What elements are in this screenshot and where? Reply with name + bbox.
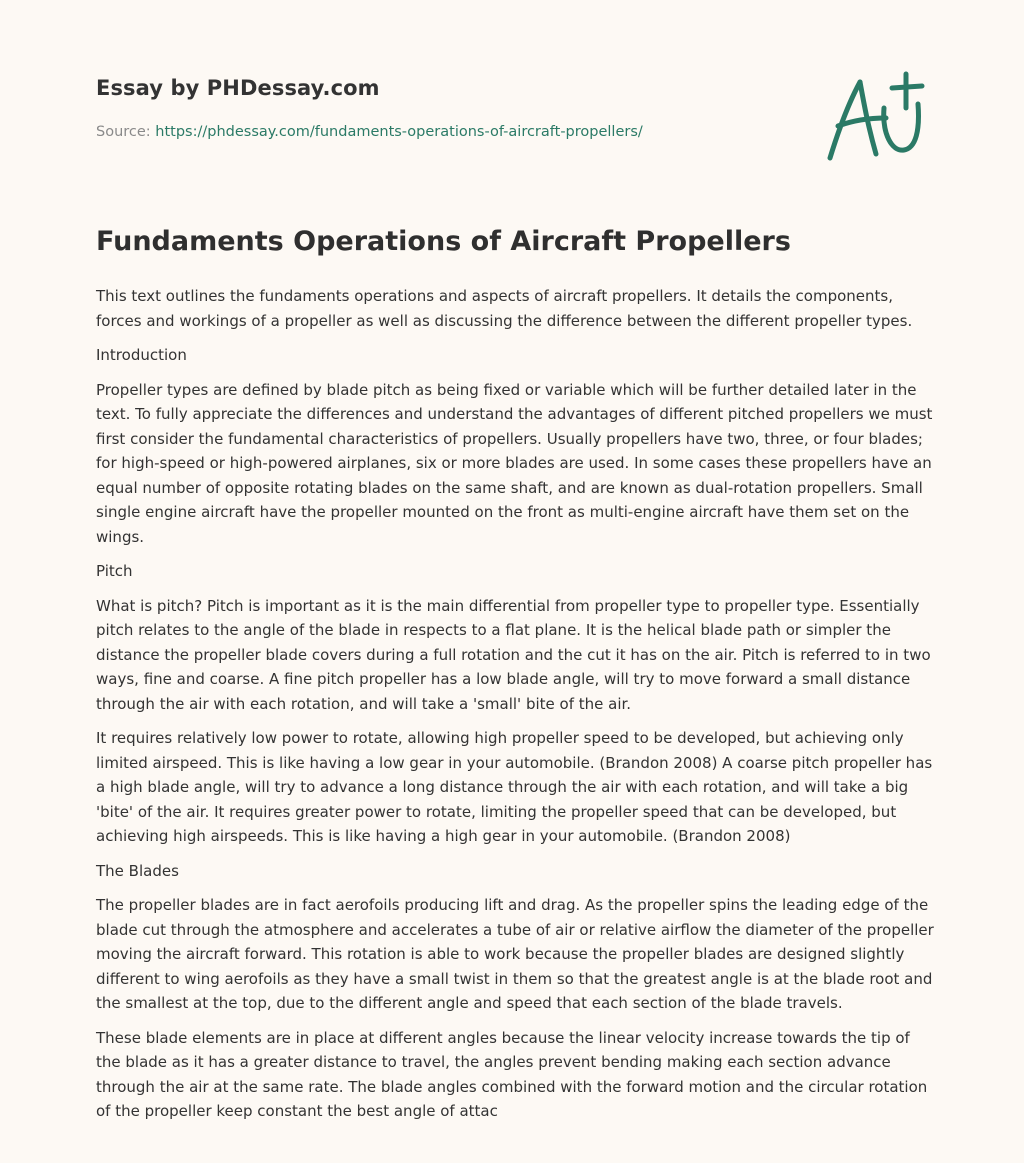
section-heading-pitch: Pitch <box>96 562 133 580</box>
header-title: Essay by PHDessay.com <box>96 76 380 100</box>
source-line <box>96 124 643 140</box>
a-plus-logo-icon <box>822 68 932 168</box>
essay-body <box>96 284 936 1134</box>
essay-title: Fundaments Operations of Aircraft Propellers <box>96 226 791 257</box>
paragraph: These blade elements are in place at different angles because the linear velocity increase towards the tip of the blade as it has a greater distance to travel, the angles prevent bending making each section advance through the air at the same rate. The blade angles combined with the forward motion and the circular rotation of the propeller keep constant the best angle of attac <box>96 1028 928 1120</box>
source-label: Source: <box>96 124 151 140</box>
paragraph: The propeller blades are in fact aerofoils producing lift and drag. As the propeller spins the leading edge of the blade cut through the atmosphere and accelerates a tube of air or relative airflow the diameter of the propeller moving the aircraft forward. This rotation is able to work because the propeller blades are designed slightly different to wing aerofoils as they have a small twist in them so that the greatest angle is at the blade root and the smallest at the top, due to the different angle and speed that each section of the blade travels. <box>96 896 934 1012</box>
section-heading-introduction: Introduction <box>96 346 187 364</box>
paragraph: Propeller types are defined by blade pitch as being fixed or variable which will be further detailed later in the text. To fully appreciate the differences and understand the advantages of different pitched propellers we must first consider the fundamental characteristics of propellers. Usually propellers have two, three, or four blades; for high-speed or high-powered airplanes, six or more blades are used. In some cases these propellers have an equal number of opposite rotating blades on the same shaft, and are known as dual-rotation propellers. Small single engine aircraft have the propeller mounted on the front as multi-engine aircraft have them set on the wings. <box>96 380 933 546</box>
paragraph: It requires relatively low power to rotate, allowing high propeller speed to be developed, but achieving only limited airspeed. This is like having a low gear in your automobile. (Brandon 2008) A coarse pitch propeller has a high blade angle, will try to advance a long distance through the air with each rotation, and will take a big 'bite' of the air. It requires greater power to rotate, limiting the propeller speed that can be developed, but achieving high airspeeds. This is like having a high gear in your automobile. (Brandon 2008) <box>96 729 933 845</box>
source-link[interactable]: https://phdessay.com/fundaments-operations-of-aircraft-propellers/ <box>155 124 643 140</box>
section-heading-the-blades: The Blades <box>96 861 179 880</box>
paragraph: This text outlines the fundaments operations and aspects of aircraft propellers. It details the components, forces and workings of a propeller as well as discussing the difference between the different propeller types. <box>96 287 913 330</box>
paragraph: What is pitch? Pitch is important as it is the main differential from propeller type to propeller type. Essentially pitch relates to the angle of the blade in respects to a flat plane. It is the helical blade path or simpler the distance the propeller blade covers during a full rotation and the cut it has on the air. Pitch is referred to in two ways, fine and coarse. A fine pitch propeller has a low blade angle, will try to move forward a small distance through the air with each rotation, and will take a 'small' bite of the air. <box>96 596 931 713</box>
